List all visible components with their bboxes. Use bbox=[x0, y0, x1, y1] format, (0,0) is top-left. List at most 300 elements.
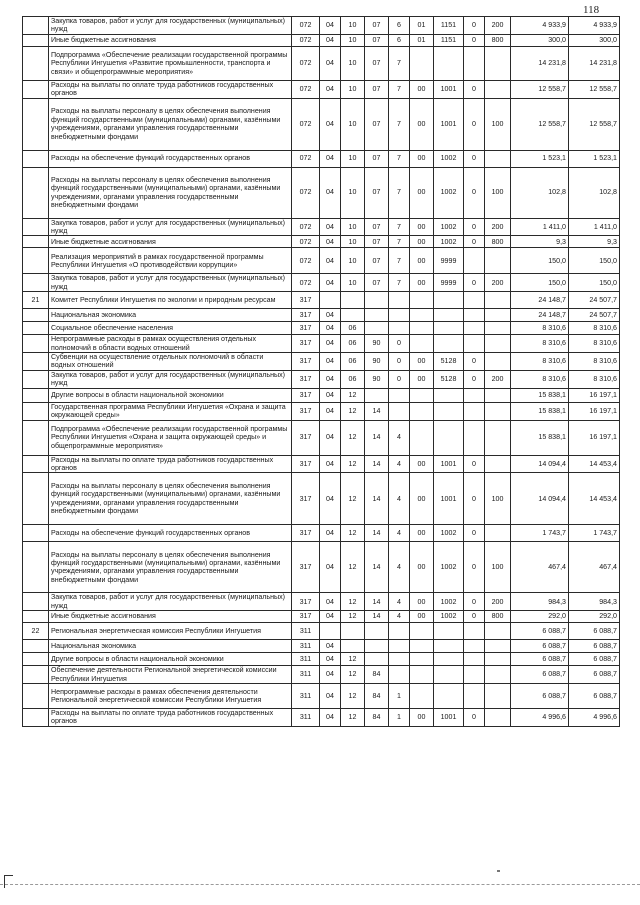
amount-year-1: 1 411,0 bbox=[511, 218, 569, 236]
code-cell bbox=[341, 640, 365, 653]
code-cell: 317 bbox=[292, 542, 320, 593]
code-cell bbox=[485, 653, 511, 666]
amount-year-2: 14 453,4 bbox=[569, 473, 620, 525]
code-cell: 0 bbox=[464, 370, 485, 388]
code-cell: 1002 bbox=[434, 218, 464, 236]
row-index bbox=[23, 402, 49, 420]
code-cell: 01 bbox=[410, 17, 434, 35]
code-cell: 7 bbox=[389, 150, 410, 167]
row-description: Обеспечение деятельности Региональной энергетической комиссии Республики Ингушетия bbox=[49, 666, 292, 684]
code-cell: 14 bbox=[365, 402, 389, 420]
amount-year-1: 102,8 bbox=[511, 167, 569, 218]
row-description: Закупка товаров, работ и услуг для государственных (муниципальных) нужд bbox=[49, 218, 292, 236]
row-description: Региональная энергетическая комиссия Республики Ингушетия bbox=[49, 623, 292, 640]
code-cell: 12 bbox=[341, 593, 365, 611]
code-cell: 5128 bbox=[434, 353, 464, 371]
code-cell bbox=[320, 292, 341, 309]
amount-year-2: 16 197,1 bbox=[569, 402, 620, 420]
row-description: Закупка товаров, работ и услуг для государственных (муниципальных) нужд bbox=[49, 274, 292, 292]
amount-year-2: 14 453,4 bbox=[569, 455, 620, 473]
code-cell: 06 bbox=[341, 335, 365, 353]
code-cell bbox=[410, 309, 434, 322]
code-cell: 04 bbox=[320, 473, 341, 525]
code-cell: 04 bbox=[320, 98, 341, 150]
row-index bbox=[23, 473, 49, 525]
code-cell bbox=[464, 309, 485, 322]
code-cell bbox=[320, 623, 341, 640]
code-cell: 00 bbox=[410, 218, 434, 236]
code-cell: 4 bbox=[389, 455, 410, 473]
code-cell: 0 bbox=[464, 167, 485, 218]
code-cell: 072 bbox=[292, 98, 320, 150]
amount-year-2: 6 088,7 bbox=[569, 653, 620, 666]
code-cell: 072 bbox=[292, 34, 320, 46]
code-cell: 00 bbox=[410, 370, 434, 388]
code-cell: 04 bbox=[320, 322, 341, 335]
code-cell: 12 bbox=[341, 653, 365, 666]
code-cell: 0 bbox=[464, 34, 485, 46]
code-cell: 04 bbox=[320, 593, 341, 611]
code-cell: 00 bbox=[410, 473, 434, 525]
code-cell bbox=[464, 640, 485, 653]
code-cell: 4 bbox=[389, 473, 410, 525]
code-cell: 00 bbox=[410, 708, 434, 726]
row-description: Субвенции на осуществление отдельных полномочий в области водных отношений bbox=[49, 353, 292, 371]
code-cell: 14 bbox=[365, 611, 389, 623]
row-index bbox=[23, 80, 49, 98]
code-cell: 10 bbox=[341, 46, 365, 80]
row-index bbox=[23, 335, 49, 353]
code-cell bbox=[365, 623, 389, 640]
code-cell: 100 bbox=[485, 98, 511, 150]
code-cell: 072 bbox=[292, 46, 320, 80]
code-cell: 1002 bbox=[434, 236, 464, 248]
code-cell bbox=[434, 309, 464, 322]
code-cell: 0 bbox=[389, 353, 410, 371]
amount-year-1: 24 148,7 bbox=[511, 309, 569, 322]
code-cell: 04 bbox=[320, 640, 341, 653]
code-cell: 0 bbox=[389, 370, 410, 388]
amount-year-1: 12 558,7 bbox=[511, 80, 569, 98]
code-cell bbox=[434, 322, 464, 335]
code-cell bbox=[464, 653, 485, 666]
amount-year-2: 150,0 bbox=[569, 274, 620, 292]
code-cell: 12 bbox=[341, 611, 365, 623]
code-cell bbox=[464, 388, 485, 402]
code-cell bbox=[485, 150, 511, 167]
table-row bbox=[23, 370, 620, 388]
code-cell: 317 bbox=[292, 593, 320, 611]
code-cell bbox=[410, 388, 434, 402]
code-cell: 7 bbox=[389, 167, 410, 218]
code-cell: 01 bbox=[410, 34, 434, 46]
code-cell: 84 bbox=[365, 683, 389, 708]
code-cell: 04 bbox=[320, 167, 341, 218]
code-cell: 317 bbox=[292, 611, 320, 623]
code-cell: 1002 bbox=[434, 525, 464, 542]
amount-year-2: 6 088,7 bbox=[569, 623, 620, 640]
code-cell bbox=[389, 309, 410, 322]
amount-year-2: 12 558,7 bbox=[569, 80, 620, 98]
code-cell: 00 bbox=[410, 455, 434, 473]
code-cell: 07 bbox=[365, 17, 389, 35]
table-row bbox=[23, 322, 620, 335]
code-cell: 00 bbox=[410, 274, 434, 292]
row-description: Национальная экономика bbox=[49, 309, 292, 322]
code-cell: 1001 bbox=[434, 98, 464, 150]
code-cell: 12 bbox=[341, 525, 365, 542]
code-cell: 04 bbox=[320, 455, 341, 473]
amount-year-1: 4 933,9 bbox=[511, 17, 569, 35]
code-cell: 04 bbox=[320, 46, 341, 80]
code-cell: 00 bbox=[410, 611, 434, 623]
code-cell bbox=[464, 666, 485, 684]
code-cell: 14 bbox=[365, 593, 389, 611]
code-cell: 200 bbox=[485, 370, 511, 388]
amount-year-1: 150,0 bbox=[511, 248, 569, 274]
row-description: Реализация мероприятий в рамках государственной программы Республики Ингушетия «О противодействии коррупции» bbox=[49, 248, 292, 274]
code-cell: 1002 bbox=[434, 611, 464, 623]
table-row bbox=[23, 388, 620, 402]
code-cell: 1151 bbox=[434, 34, 464, 46]
amount-year-1: 1 523,1 bbox=[511, 150, 569, 167]
code-cell: 311 bbox=[292, 683, 320, 708]
code-cell: 04 bbox=[320, 683, 341, 708]
row-index bbox=[23, 455, 49, 473]
code-cell: 07 bbox=[365, 236, 389, 248]
table-row bbox=[23, 98, 620, 150]
code-cell: 07 bbox=[365, 98, 389, 150]
row-description: Национальная экономика bbox=[49, 640, 292, 653]
row-index bbox=[23, 611, 49, 623]
amount-year-2: 16 197,1 bbox=[569, 420, 620, 455]
amount-year-2: 102,8 bbox=[569, 167, 620, 218]
code-cell bbox=[434, 653, 464, 666]
code-cell bbox=[389, 388, 410, 402]
row-description: Расходы на выплаты персоналу в целях обеспечения выполнения функций государственными (муниципальными) органами, казёнными учреждениями, органами управления государственными внебюджетными фондами bbox=[49, 542, 292, 593]
code-cell: 0 bbox=[464, 455, 485, 473]
code-cell bbox=[464, 335, 485, 353]
code-cell: 0 bbox=[464, 17, 485, 35]
row-description: Расходы на выплаты по оплате труда работников государственных органов bbox=[49, 455, 292, 473]
table-row bbox=[23, 17, 620, 35]
code-cell: 10 bbox=[341, 98, 365, 150]
code-cell: 6 bbox=[389, 17, 410, 35]
code-cell bbox=[389, 623, 410, 640]
code-cell: 072 bbox=[292, 80, 320, 98]
row-index bbox=[23, 420, 49, 455]
row-description: Закупка товаров, работ и услуг для государственных (муниципальных) нужд bbox=[49, 370, 292, 388]
amount-year-2: 12 558,7 bbox=[569, 98, 620, 150]
code-cell: 7 bbox=[389, 80, 410, 98]
amount-year-2: 8 310,6 bbox=[569, 335, 620, 353]
code-cell: 7 bbox=[389, 98, 410, 150]
code-cell: 12 bbox=[341, 455, 365, 473]
code-cell: 04 bbox=[320, 34, 341, 46]
table-body bbox=[23, 17, 620, 727]
code-cell: 317 bbox=[292, 525, 320, 542]
code-cell: 04 bbox=[320, 335, 341, 353]
code-cell: 04 bbox=[320, 525, 341, 542]
code-cell: 04 bbox=[320, 388, 341, 402]
code-cell: 07 bbox=[365, 46, 389, 80]
code-cell bbox=[485, 292, 511, 309]
amount-year-1: 15 838,1 bbox=[511, 402, 569, 420]
code-cell: 12 bbox=[341, 542, 365, 593]
row-description: Расходы на выплаты по оплате труда работников государственных органов bbox=[49, 80, 292, 98]
code-cell: 84 bbox=[365, 666, 389, 684]
amount-year-2: 1 523,1 bbox=[569, 150, 620, 167]
code-cell bbox=[485, 46, 511, 80]
code-cell bbox=[434, 292, 464, 309]
code-cell: 10 bbox=[341, 274, 365, 292]
code-cell bbox=[434, 46, 464, 80]
code-cell: 12 bbox=[341, 683, 365, 708]
code-cell bbox=[485, 455, 511, 473]
code-cell: 14 bbox=[365, 455, 389, 473]
code-cell: 0 bbox=[464, 236, 485, 248]
code-cell bbox=[434, 683, 464, 708]
code-cell bbox=[410, 322, 434, 335]
code-cell: 7 bbox=[389, 218, 410, 236]
code-cell: 7 bbox=[389, 46, 410, 80]
table-row bbox=[23, 150, 620, 167]
code-cell: 317 bbox=[292, 370, 320, 388]
code-cell: 07 bbox=[365, 150, 389, 167]
amount-year-1: 8 310,6 bbox=[511, 335, 569, 353]
code-cell: 317 bbox=[292, 292, 320, 309]
row-index bbox=[23, 218, 49, 236]
code-cell: 5128 bbox=[434, 370, 464, 388]
code-cell: 200 bbox=[485, 593, 511, 611]
code-cell bbox=[389, 640, 410, 653]
code-cell bbox=[485, 402, 511, 420]
amount-year-1: 8 310,6 bbox=[511, 322, 569, 335]
row-index bbox=[23, 640, 49, 653]
code-cell bbox=[464, 292, 485, 309]
row-index bbox=[23, 653, 49, 666]
page-number: 118 bbox=[583, 4, 600, 16]
amount-year-1: 6 088,7 bbox=[511, 623, 569, 640]
row-description: Закупка товаров, работ и услуг для государственных (муниципальных) нужд bbox=[49, 17, 292, 35]
code-cell bbox=[485, 353, 511, 371]
amount-year-2: 14 231,8 bbox=[569, 46, 620, 80]
code-cell: 10 bbox=[341, 248, 365, 274]
code-cell: 12 bbox=[341, 420, 365, 455]
amount-year-1: 9,3 bbox=[511, 236, 569, 248]
row-index bbox=[23, 683, 49, 708]
amount-year-2: 24 507,7 bbox=[569, 292, 620, 309]
code-cell bbox=[485, 666, 511, 684]
scan-dot bbox=[497, 870, 500, 872]
code-cell bbox=[464, 46, 485, 80]
code-cell bbox=[365, 309, 389, 322]
code-cell bbox=[389, 402, 410, 420]
row-description: Государственная программа Республики Ингушетия «Охрана и защита окружающей среды» bbox=[49, 402, 292, 420]
code-cell bbox=[464, 623, 485, 640]
code-cell: 10 bbox=[341, 167, 365, 218]
code-cell bbox=[410, 420, 434, 455]
row-index bbox=[23, 525, 49, 542]
code-cell: 12 bbox=[341, 666, 365, 684]
code-cell: 4 bbox=[389, 420, 410, 455]
code-cell bbox=[434, 388, 464, 402]
code-cell bbox=[464, 402, 485, 420]
code-cell bbox=[410, 623, 434, 640]
code-cell bbox=[410, 640, 434, 653]
code-cell: 317 bbox=[292, 322, 320, 335]
table-row bbox=[23, 34, 620, 46]
code-cell: 04 bbox=[320, 80, 341, 98]
row-index bbox=[23, 542, 49, 593]
table-row bbox=[23, 402, 620, 420]
code-cell bbox=[365, 292, 389, 309]
code-cell bbox=[485, 525, 511, 542]
code-cell bbox=[434, 420, 464, 455]
code-cell: 00 bbox=[410, 542, 434, 593]
code-cell: 0 bbox=[464, 353, 485, 371]
row-index: 21 bbox=[23, 292, 49, 309]
row-index bbox=[23, 309, 49, 322]
code-cell: 6 bbox=[389, 34, 410, 46]
row-index bbox=[23, 150, 49, 167]
row-description: Подпрограмма «Обеспечение реализации государственной программы Республики Ингушетия «Охрана и защита окружающей среды» и общепрограммные мероприятия» bbox=[49, 420, 292, 455]
row-index: 22 bbox=[23, 623, 49, 640]
code-cell: 072 bbox=[292, 167, 320, 218]
row-description: Иные бюджетные ассигнования bbox=[49, 611, 292, 623]
amount-year-1: 984,3 bbox=[511, 593, 569, 611]
code-cell bbox=[365, 322, 389, 335]
row-description: Расходы на обеспечение функций государственных органов bbox=[49, 525, 292, 542]
code-cell: 04 bbox=[320, 402, 341, 420]
code-cell: 10 bbox=[341, 218, 365, 236]
amount-year-2: 8 310,6 bbox=[569, 322, 620, 335]
row-description: Социальное обеспечение населения bbox=[49, 322, 292, 335]
code-cell bbox=[464, 683, 485, 708]
amount-year-2: 24 507,7 bbox=[569, 309, 620, 322]
amount-year-1: 24 148,7 bbox=[511, 292, 569, 309]
code-cell: 1002 bbox=[434, 542, 464, 593]
code-cell bbox=[365, 653, 389, 666]
page-bottom-dashed-line bbox=[0, 884, 640, 885]
code-cell: 311 bbox=[292, 653, 320, 666]
code-cell: 04 bbox=[320, 611, 341, 623]
code-cell: 072 bbox=[292, 150, 320, 167]
code-cell: 4 bbox=[389, 611, 410, 623]
amount-year-2: 16 197,1 bbox=[569, 388, 620, 402]
code-cell: 04 bbox=[320, 353, 341, 371]
row-index bbox=[23, 274, 49, 292]
table-row bbox=[23, 80, 620, 98]
code-cell: 06 bbox=[341, 370, 365, 388]
amount-year-1: 6 088,7 bbox=[511, 683, 569, 708]
code-cell: 07 bbox=[365, 167, 389, 218]
code-cell: 0 bbox=[464, 525, 485, 542]
code-cell: 100 bbox=[485, 167, 511, 218]
code-cell bbox=[365, 388, 389, 402]
code-cell: 14 bbox=[365, 525, 389, 542]
amount-year-2: 150,0 bbox=[569, 248, 620, 274]
code-cell: 00 bbox=[410, 80, 434, 98]
code-cell: 1151 bbox=[434, 17, 464, 35]
code-cell: 0 bbox=[464, 80, 485, 98]
code-cell: 800 bbox=[485, 236, 511, 248]
code-cell bbox=[434, 335, 464, 353]
row-index bbox=[23, 708, 49, 726]
code-cell: 311 bbox=[292, 640, 320, 653]
code-cell: 10 bbox=[341, 17, 365, 35]
code-cell: 1001 bbox=[434, 455, 464, 473]
amount-year-1: 12 558,7 bbox=[511, 98, 569, 150]
code-cell: 0 bbox=[464, 593, 485, 611]
code-cell: 10 bbox=[341, 34, 365, 46]
table-row bbox=[23, 309, 620, 322]
table-row bbox=[23, 167, 620, 218]
code-cell: 00 bbox=[410, 150, 434, 167]
code-cell: 0 bbox=[464, 542, 485, 593]
code-cell bbox=[464, 248, 485, 274]
row-description: Подпрограмма «Обеспечение реализации государственной программы Республики Ингушетия «Развитие промышленности, транспорта и связи» и общепрограммные мероприятия» bbox=[49, 46, 292, 80]
code-cell bbox=[410, 335, 434, 353]
code-cell: 800 bbox=[485, 611, 511, 623]
row-index bbox=[23, 353, 49, 371]
code-cell: 1 bbox=[389, 683, 410, 708]
code-cell: 07 bbox=[365, 80, 389, 98]
table-row bbox=[23, 248, 620, 274]
code-cell: 317 bbox=[292, 473, 320, 525]
code-cell bbox=[389, 653, 410, 666]
amount-year-1: 150,0 bbox=[511, 274, 569, 292]
code-cell: 07 bbox=[365, 218, 389, 236]
code-cell: 4 bbox=[389, 542, 410, 593]
row-description: Расходы на выплаты по оплате труда работников государственных органов bbox=[49, 708, 292, 726]
amount-year-2: 6 088,7 bbox=[569, 666, 620, 684]
code-cell: 0 bbox=[464, 473, 485, 525]
row-description: Непрограммные расходы в рамках осуществления отдельных полномочий в области водных отношений bbox=[49, 335, 292, 353]
code-cell: 07 bbox=[365, 34, 389, 46]
amount-year-2: 300,0 bbox=[569, 34, 620, 46]
code-cell: 04 bbox=[320, 17, 341, 35]
code-cell: 311 bbox=[292, 708, 320, 726]
table-row bbox=[23, 683, 620, 708]
amount-year-1: 6 088,7 bbox=[511, 666, 569, 684]
code-cell: 04 bbox=[320, 309, 341, 322]
code-cell bbox=[434, 640, 464, 653]
table-row bbox=[23, 708, 620, 726]
code-cell: 14 bbox=[365, 473, 389, 525]
amount-year-1: 1 743,7 bbox=[511, 525, 569, 542]
code-cell: 04 bbox=[320, 248, 341, 274]
amount-year-2: 467,4 bbox=[569, 542, 620, 593]
code-cell: 0 bbox=[464, 708, 485, 726]
code-cell: 7 bbox=[389, 236, 410, 248]
amount-year-1: 14 094,4 bbox=[511, 473, 569, 525]
row-index bbox=[23, 167, 49, 218]
code-cell: 9999 bbox=[434, 274, 464, 292]
row-description: Комитет Республики Ингушетия по экологии и природным ресурсам bbox=[49, 292, 292, 309]
code-cell: 04 bbox=[320, 236, 341, 248]
code-cell: 0 bbox=[464, 611, 485, 623]
code-cell: 311 bbox=[292, 666, 320, 684]
code-cell bbox=[389, 322, 410, 335]
amount-year-1: 4 996,6 bbox=[511, 708, 569, 726]
row-description: Другие вопросы в области национальной экономики bbox=[49, 388, 292, 402]
table-row bbox=[23, 542, 620, 593]
code-cell: 00 bbox=[410, 593, 434, 611]
amount-year-1: 8 310,6 bbox=[511, 370, 569, 388]
code-cell: 100 bbox=[485, 473, 511, 525]
code-cell: 14 bbox=[365, 542, 389, 593]
